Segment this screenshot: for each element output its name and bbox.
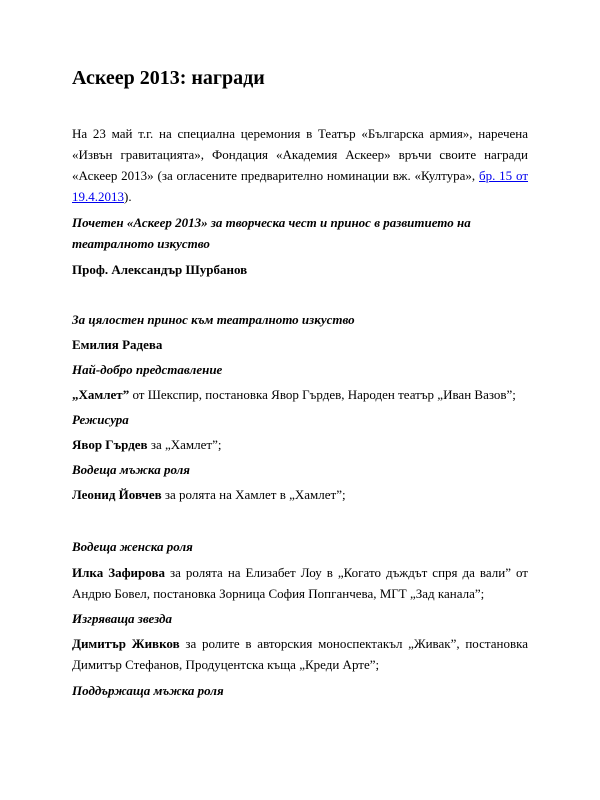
award-winner-lifetime: [72, 334, 528, 355]
winner-details: за ролята на Хамлет в „Хамлет”;: [161, 487, 346, 502]
award-category-best-performance: Най-добро представление: [72, 362, 223, 377]
award-category-leading-male: Водеща мъжка роля: [72, 462, 190, 477]
intro-text-start: На 23 май т.г. на специална церемония в Театър «Българска армия», наречена «Извън гравитацията», Фондация «Академия Аскеер» връчи своите награди «Аскеер 2013» (за огласените предварително номинации вж. «Култура»,: [72, 126, 528, 183]
award-winner-honorary: [72, 259, 528, 280]
intro-paragraph: [72, 123, 528, 207]
award-category-honorary: Почетен «Аскеер 2013» за творческа чест и принос в развитието на театралното изкуство: [72, 215, 471, 251]
winner-name: Явор Гърдев: [72, 437, 148, 452]
winner-name: Димитър Живков: [72, 636, 180, 651]
winner-name: Проф. Александър Шурбанов: [72, 262, 248, 277]
winner-details: от Шекспир, постановка Явор Гърдев, Народен театър „Иван Вазов”;: [129, 387, 516, 402]
award-category-leading-female: Водеща женска роля: [72, 539, 193, 554]
page-title: Аскеер 2013: награди: [72, 67, 265, 89]
winner-name: Илка Зафирова: [72, 565, 165, 580]
winner-details: за ролите в авторския моноспектакъл „Живак”, постановка Димитър Стефанов, Продуцентска къща „Креди Арте”;: [72, 636, 528, 672]
issue-link[interactable]: бр. 15 от 19.4.2013: [72, 168, 529, 204]
winner-name: „Хамлет”: [72, 387, 130, 402]
award-category-lifetime: За цялостен принос към театралното изкуство: [72, 312, 355, 327]
award-winner-direction: [72, 434, 528, 455]
winner-details: за ролята на Елизабет Лоу в „Когато дъждът спря да вали” от Андрю Бовел, постановка Зорница София Попганчева, МГТ „Зад канала”;: [72, 565, 528, 601]
award-winner-leading-female: [72, 562, 528, 604]
award-category-direction: Режисура: [72, 412, 129, 427]
winner-name: Емилия Радева: [72, 337, 163, 352]
intro-text-end: ).: [124, 189, 132, 204]
winner-name: Леонид Йовчев: [72, 487, 162, 502]
award-category-supporting-male: Поддържаща мъжка роля: [72, 683, 224, 698]
award-category-rising-star: Изгряваща звезда: [72, 611, 172, 626]
winner-details: за „Хамлет”;: [147, 437, 222, 452]
award-winner-rising-star: [72, 633, 528, 675]
award-winner-leading-male: [72, 484, 528, 505]
award-winner-best-performance: [72, 384, 528, 405]
